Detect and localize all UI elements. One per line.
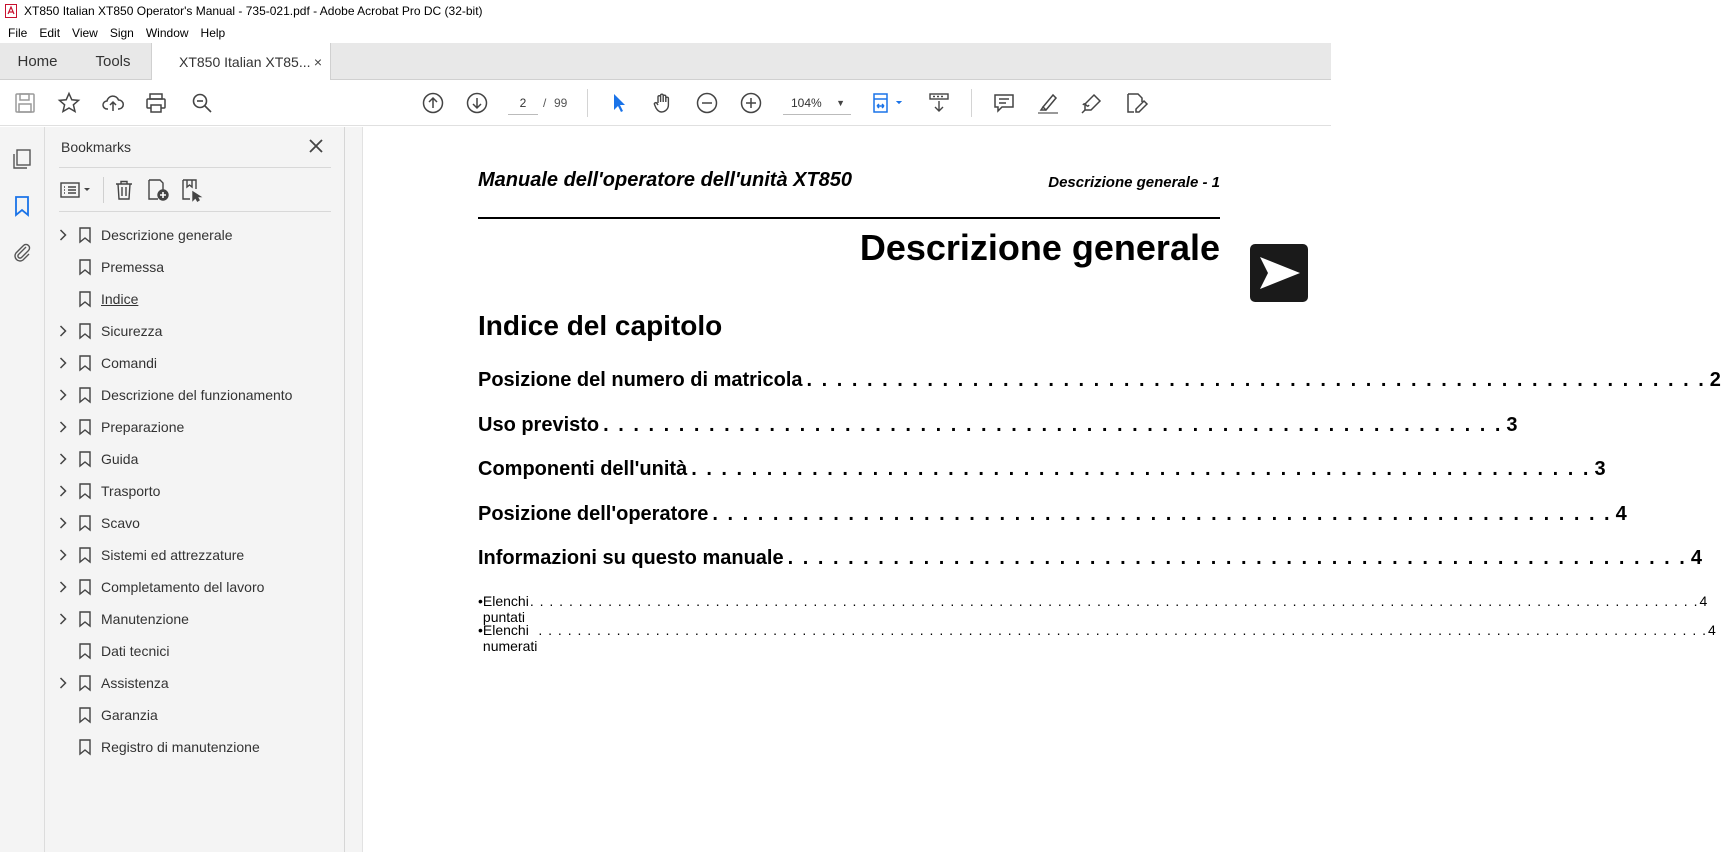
bookmark-icon (78, 259, 92, 275)
menu-window[interactable]: Window (145, 25, 189, 40)
pdf-page (363, 127, 1721, 852)
page-separator: / (543, 96, 547, 110)
play-arrow-icon (1254, 251, 1304, 295)
search-zoom-icon[interactable] (189, 90, 215, 116)
bookmark-label: Registro di manutenzione (101, 739, 260, 755)
bookmark-label: Guida (101, 451, 139, 467)
bookmark-icon (78, 515, 92, 531)
zoom-level-value: 104% (791, 95, 822, 110)
toc-subentry-title: Elenchi numerati (482, 622, 538, 654)
bookmark-label: Trasporto (101, 483, 161, 499)
bookmark-item[interactable] (45, 539, 345, 571)
chevron-down-icon: ▼ (836, 97, 845, 108)
bookmark-icon (78, 739, 92, 755)
bookmark-icon (78, 419, 92, 435)
toc-subentry-page: 4 (1699, 593, 1708, 609)
bookmark-item[interactable] (45, 731, 345, 763)
fill-sign-icon[interactable] (1123, 90, 1149, 116)
attachment-icon[interactable] (10, 240, 34, 264)
bookmark-search-icon[interactable] (180, 178, 204, 202)
chevron-right-icon[interactable] (57, 228, 69, 242)
page-header-section: Descrizione generale - 1 (1048, 174, 1220, 191)
page-total: 99 (554, 96, 568, 110)
toc-entry-page: 2 (1709, 369, 1721, 391)
menu-bar (0, 22, 1331, 43)
bookmark-label: Descrizione del funzionamento (101, 387, 293, 403)
bookmark-label: Manutenzione (101, 611, 189, 627)
select-cursor-icon[interactable] (606, 90, 632, 116)
bullet: • (478, 622, 483, 638)
toc-entry-title: Informazioni su questo manuale (478, 547, 784, 569)
bookmark-item[interactable] (45, 347, 345, 379)
tab-document[interactable] (151, 43, 331, 80)
header-rule (478, 217, 1220, 219)
bookmarks-panel-title: Bookmarks (61, 139, 132, 155)
bookmark-item[interactable] (45, 411, 345, 443)
bookmarks-toolbar (59, 175, 214, 205)
bookmark-item[interactable] (45, 571, 345, 603)
bookmark-icon (78, 547, 92, 563)
divider (103, 177, 104, 203)
chevron-right-icon[interactable] (57, 452, 69, 466)
tab-home[interactable]: Home (17, 52, 58, 70)
bookmark-label: Garanzia (101, 707, 158, 723)
toc-entry-title: Posizione del numero di matricola (478, 369, 803, 391)
bookmark-icon (78, 387, 92, 403)
toolbar-divider (971, 89, 972, 117)
toc-entry-page: 3 (1506, 414, 1518, 436)
menu-edit[interactable]: Edit (39, 25, 61, 40)
toc-entry-title: Componenti dell'unità (478, 458, 688, 480)
bookmark-icon (78, 483, 92, 499)
bookmark-item[interactable] (45, 219, 345, 251)
chevron-right-icon[interactable] (57, 420, 69, 434)
previous-page-icon[interactable] (420, 90, 446, 116)
panel-splitter[interactable] (345, 127, 363, 852)
toc-entry[interactable] (478, 458, 1606, 481)
scroll-mode-icon[interactable] (926, 90, 952, 116)
bookmark-item[interactable] (45, 507, 345, 539)
menu-help[interactable]: Help (200, 25, 226, 40)
toc-leader-dots: . . . . . . . . . . . . . . . . . . . . . . . . . . . . . . . . . . . . . . . . . . . . . . . . . . . . . . . . . . . . (691, 458, 1591, 480)
bookmark-options-icon[interactable] (59, 178, 95, 202)
chevron-right-icon[interactable] (57, 676, 69, 690)
toc-leader-dots: . . . . . . . . . . . . . . . . . . . . . . . . . . . . . . . . . . . . . . . . . . . . . . . . . . . . . . . . . . . . (787, 547, 1687, 569)
bookmark-icon (78, 675, 92, 691)
bookmark-item[interactable] (45, 251, 345, 283)
toolbar-divider (587, 89, 588, 117)
window-title: XT850 Italian XT850 Operator's Manual - 735-021.pdf - Adobe Acrobat Pro DC (32-bit) (24, 4, 483, 18)
toc-subentry[interactable] (478, 593, 1708, 625)
bookmark-item[interactable] (45, 283, 345, 315)
zoom-in-icon[interactable] (738, 90, 764, 116)
chevron-right-icon[interactable] (57, 356, 69, 370)
bookmark-label: Assistenza (101, 675, 169, 691)
zoom-level-select[interactable] (783, 91, 851, 115)
bookmark-list (45, 219, 345, 763)
tab-bar (0, 43, 1331, 80)
page-header-title: Manuale dell'operatore dell'unità XT850 (478, 169, 853, 191)
chapter-index-heading: Indice del capitolo (478, 310, 723, 341)
cloud-upload-icon[interactable] (100, 90, 126, 116)
bookmark-icon (78, 579, 92, 595)
hand-tool-icon[interactable] (650, 90, 676, 116)
draw-pen-icon[interactable] (1079, 90, 1105, 116)
bookmark-icon (78, 707, 92, 723)
toc-entry[interactable] (478, 369, 1721, 392)
bookmark-label: Sicurezza (101, 323, 163, 339)
acrobat-icon (4, 4, 18, 18)
bookmark-label: Preparazione (101, 419, 185, 435)
bookmark-label: Descrizione generale (101, 227, 233, 243)
toc-entry-page: 4 (1690, 547, 1702, 569)
tab-document-label: XT850 Italian XT85... (179, 53, 311, 70)
zoom-out-icon[interactable] (694, 90, 720, 116)
chapter-title: Descrizione generale (859, 227, 1220, 268)
page-thumbnails-icon[interactable] (10, 147, 34, 171)
toc-entry[interactable] (478, 547, 1702, 570)
toc-entry[interactable] (478, 503, 1627, 526)
bookmark-label: Premessa (101, 259, 165, 275)
bookmark-icon (78, 227, 92, 243)
next-page-icon[interactable] (464, 90, 490, 116)
chevron-right-icon[interactable] (57, 484, 69, 498)
menu-file[interactable]: File (8, 25, 28, 40)
toc-entry-title: Posizione dell'operatore (478, 503, 709, 525)
toc-entry-page: 4 (1615, 503, 1627, 525)
toc-entry[interactable] (478, 414, 1518, 437)
tab-tools[interactable]: Tools (95, 52, 131, 70)
bookmark-label: Scavo (101, 515, 140, 531)
toc-leader-dots: . . . . . . . . . . . . . . . . . . . . . . . . . . . . . . . . . . . . . . . . . . . . . . . . . . . . . . . . . . . . (603, 414, 1503, 436)
bookmark-item[interactable] (45, 667, 345, 699)
close-icon[interactable] (307, 137, 325, 155)
left-navigation-rail (0, 127, 45, 852)
next-chapter-button[interactable] (1250, 244, 1308, 302)
bookmark-item[interactable] (45, 443, 345, 475)
menu-sign[interactable]: Sign (109, 25, 134, 40)
toc-leader-dots: . . . . . . . . . . . . . . . . . . . . . . . . . . . . . . . . . . . . . . . . . . . . . . . . . . . . . . . . . . . . (712, 503, 1612, 525)
tab-close-icon[interactable]: × (313, 53, 322, 70)
chevron-right-icon[interactable] (57, 580, 69, 594)
toc-leader-dots: . . . . . . . . . . . . . . . . . . . . . . . . . . . . . . . . . . . . . . . . . . . . . . . . . . . . . . . . . . . . (806, 369, 1706, 391)
toc-leader-dots: . . . . . . . . . . . . . . . . . . . . . . . . . . . . . . . . . . . . . . . . . . . . . . . . . . . . . . . . . . . . . . . . . . . . . . . . . . . . . . . . . . . . . . . . . . . . . . . . . . . . . . . . . . . . . . . . . . . . . . . . (529, 593, 1699, 609)
menu-view[interactable]: View (72, 25, 98, 40)
bookmark-label: Dati tecnici (101, 643, 170, 659)
highlighter-icon[interactable] (1035, 90, 1061, 116)
bookmark-item[interactable] (45, 635, 345, 667)
bookmark-label: Completamento del lavoro (101, 579, 265, 595)
toc-entry-page: 3 (1594, 458, 1606, 480)
bookmark-icon (78, 355, 92, 371)
toc-subentry-title: Elenchi puntati (482, 593, 529, 625)
divider (59, 167, 331, 168)
chevron-right-icon[interactable] (57, 324, 69, 338)
bookmark-item[interactable] (45, 699, 345, 731)
bookmark-label: Indice (101, 291, 139, 307)
bookmark-panel-icon[interactable] (10, 194, 34, 218)
toc-leader-dots: . . . . . . . . . . . . . . . . . . . . . . . . . . . . . . . . . . . . . . . . . . . . . . . . . . . . . . . . . . . . . . . . . . . . . . . . . . . . . . . . . . . . . . . . . . . . . . . . . . . . . . . . . . . . . . . . . . . . . . . . (538, 622, 1708, 638)
bookmarks-panel (45, 127, 345, 852)
save-icon[interactable] (12, 90, 38, 116)
star-icon[interactable] (56, 90, 82, 116)
chevron-right-icon[interactable] (57, 516, 69, 530)
delete-icon[interactable] (112, 178, 136, 202)
bookmark-icon (78, 323, 92, 339)
bookmark-item[interactable] (45, 315, 345, 347)
title-bar (0, 0, 1331, 22)
bookmark-item[interactable] (45, 379, 345, 411)
bookmark-label: Comandi (101, 355, 158, 371)
toc-entry-title: Uso previsto (478, 414, 600, 436)
divider (59, 211, 331, 212)
bookmark-icon (78, 451, 92, 467)
bookmark-item[interactable] (45, 475, 345, 507)
toc-subentry[interactable] (478, 622, 1716, 654)
comment-icon[interactable] (991, 90, 1017, 116)
toc-subentry-page: 4 (1708, 622, 1716, 638)
chevron-right-icon[interactable] (57, 548, 69, 562)
bookmark-label: Sistemi ed attrezzature (101, 547, 245, 563)
chevron-right-icon[interactable] (57, 388, 69, 402)
new-bookmark-icon[interactable] (146, 178, 170, 202)
fit-page-icon[interactable] (870, 90, 906, 116)
page-number-input[interactable] (508, 91, 538, 115)
bookmark-icon (78, 643, 92, 659)
bullet: • (478, 593, 483, 609)
bookmark-icon (78, 291, 92, 307)
bookmark-item[interactable] (45, 603, 345, 635)
print-icon[interactable] (143, 90, 169, 116)
bookmark-icon (78, 611, 92, 627)
chevron-right-icon[interactable] (57, 612, 69, 626)
